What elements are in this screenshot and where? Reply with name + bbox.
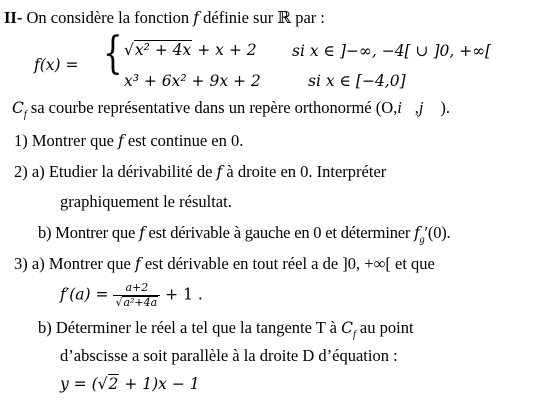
- q2b-text1: Montrer que: [55, 223, 136, 242]
- equation-lhs: y = (: [60, 375, 98, 393]
- derivative-formula: [60, 282, 203, 309]
- left-derivative-rest: ′(0).: [424, 223, 451, 242]
- curve-symbol: C: [12, 99, 24, 117]
- q3b-text3: d’abscisse a soit parallèle à la droite D d’équation :: [60, 346, 398, 365]
- q2b-label: b): [38, 223, 52, 242]
- piecewise-case-1: [124, 40, 257, 59]
- q2b-text2: est dérivable à gauche en 0 et déterminer: [148, 223, 411, 242]
- curve-text: sa courbe représentative dans un repère orthonormé (O,: [30, 98, 398, 117]
- q2b-function-symbol: f: [139, 224, 145, 242]
- q1-number: 1): [14, 131, 28, 150]
- fraction-numerator: a+2: [113, 282, 160, 296]
- q3a-label: a): [31, 254, 45, 273]
- exercise-number: II-: [4, 8, 23, 27]
- exercise-header: [4, 8, 325, 28]
- q2a-function-symbol: f: [216, 163, 223, 181]
- q2a-label: a): [31, 162, 45, 181]
- case1-radicand: x² + 4x: [134, 41, 192, 59]
- q3b-label: b): [38, 318, 52, 337]
- q3b-text2: au point: [359, 318, 414, 337]
- q3b-curve-subscript: f: [353, 329, 356, 341]
- equation-radicand: 2: [108, 375, 119, 393]
- sqrt-radical: √x² + 4x: [124, 41, 192, 59]
- case1-condition: si x ∈ ]−∞, −4[ ∪ ]0, +∞[: [292, 42, 492, 60]
- line-equation: [60, 374, 200, 393]
- left-derivative-symbol: f: [414, 224, 420, 242]
- equation-rest: + 1)x − 1: [124, 375, 200, 393]
- derivative-rest: + 1 .: [165, 285, 203, 304]
- question-2b: [38, 223, 450, 245]
- fraction-denominator-radicand: a²+4a: [123, 295, 158, 309]
- fraction-denominator: √a²+4a: [115, 295, 158, 309]
- left-derivative-subscript: g: [419, 234, 425, 246]
- question-2a: [14, 162, 386, 182]
- curve-comma: ,: [414, 98, 419, 117]
- q2a-text2: à droite en 0. Interpréter: [226, 162, 387, 181]
- vector-j: j⃗: [418, 98, 437, 117]
- curve-description: [12, 98, 450, 120]
- q3a-text2: est dérivable en tout réel a de ]0, +∞[ et que: [144, 254, 435, 273]
- derivative-fraction: [113, 282, 160, 309]
- q1-rest: est continue en 0.: [127, 131, 244, 150]
- derivative-lhs: f′(a) =: [60, 285, 109, 304]
- case1-expr: + x + 2: [197, 41, 257, 59]
- q3a-text1: Montrer que: [48, 254, 131, 273]
- q3b-curve-symbol: C: [341, 319, 354, 337]
- q1-text: Montrer que: [31, 131, 114, 150]
- question-1: [14, 131, 243, 151]
- q3a-function-symbol: f: [134, 255, 141, 273]
- q2-number: 2): [14, 162, 28, 181]
- q1-function-symbol: f: [118, 132, 124, 150]
- question-3a: [14, 254, 435, 274]
- curve-subscript: f: [23, 109, 27, 121]
- curve-close: ).: [440, 98, 451, 117]
- vector-i: i⃗: [397, 98, 415, 117]
- q3-number: 3): [14, 254, 28, 273]
- equation-sqrt: √2: [97, 375, 119, 393]
- q3b-text1: Déterminer le réel a tel que la tangente T à: [55, 318, 338, 337]
- header-intro: On considère la fonction: [26, 8, 190, 27]
- q2a-text3: graphiquement le résultat.: [60, 192, 232, 211]
- question-3b: [38, 318, 414, 340]
- q2a-text1: Etudier la dérivabilité de: [48, 162, 213, 181]
- piecewise-brace: {: [103, 28, 123, 79]
- piecewise-case-2: x³ + 6x² + 9x + 2: [124, 72, 261, 90]
- piecewise-lhs: f(x) =: [34, 56, 79, 74]
- header-defined: définie sur ℝ par :: [203, 8, 325, 27]
- function-symbol: f: [193, 9, 199, 27]
- case2-condition: si x ∈ [−4,0]: [308, 72, 406, 90]
